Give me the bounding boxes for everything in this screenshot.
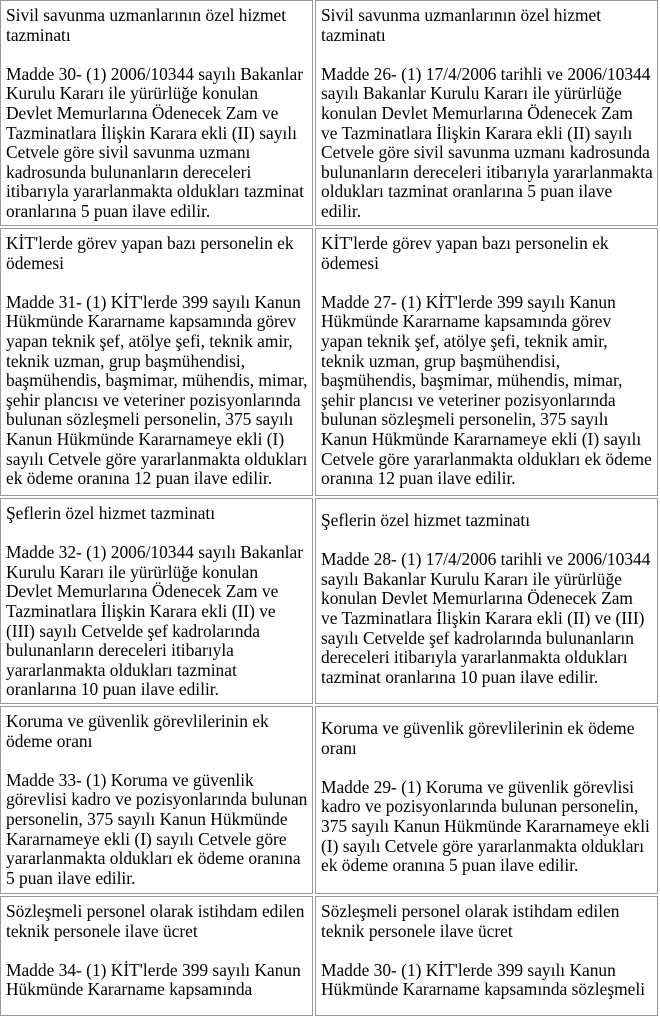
article-text: Madde 30- (1) 2006/10344 sayılı Bakanlar Kurulu Kararı ile yürürlüğe konulan Devlet Memurlarına Ödenecek Zam ve Tazminatlara İlişkin Karara ekli (II) sayılı Cetvele göre sivil savunma uzmanı kadrosunda bulunanların dereceleri itibarıyla yararlanmakta oldukları tazminat oranlarına 5 puan ilave edilir. [6,63,304,221]
section-heading: Sözleşmeli personel olarak istihdam edilen teknik personele ilave ücret [321,901,620,941]
left-column-cell [0,498,313,704]
left-column-cell [0,0,313,226]
article-text: Madde 27- (1) KİT'lerde 399 sayılı Kanun Hükmünde Kararname kapsamında görev yapan teknik şef, atölye şefi, teknik amir, teknik uzman, grup başmühendisi, başmühendis, başmimar, mühendis, mimar, şehir plancısı ve veteriner pozisyonlarında bulunan sözleşmeli personelin, 375 sayılı Kanun Hükmünde Kararnameye ekli (I) sayılı Cetvele göre yararlanmakta oldukları ek ödeme oranına 12 puan ilave edilir. [321,291,652,489]
table-row [0,0,660,228]
section-heading: KİT'lerde görev yapan bazı personelin ek ödemesi [6,233,294,273]
left-column-cell [0,706,313,894]
section-heading: Sivil savunma uzmanlarının özel hizmet tazminatı [321,5,602,45]
table-row [0,498,660,706]
left-column-cell [0,896,313,1016]
section-heading: Sivil savunma uzmanlarının özel hizmet tazminatı [6,5,287,45]
table-row [0,228,660,498]
section-heading: Şeflerin özel hizmet tazminatı [6,503,216,523]
article-text: Madde 28- (1) 17/4/2006 tarihli ve 2006/10344 sayılı Bakanlar Kurulu Kararı ile yürürlüğe konulan Devlet Memurlarına Ödenecek Zam ve Tazminatlara İlişkin Karara ekli (II) ve (III) sayılı Cetvelde şef kadrolarında bulunanların dereceleri itibarıyla yararlanmakta oldukları tazminat oranlarına 10 puan ilave edilir. [321,549,651,687]
right-column-cell [315,706,658,894]
table-row [0,706,660,896]
right-column-cell [315,896,658,1016]
article-text: Madde 30- (1) KİT'lerde 399 sayılı Kanun Hükmünde Kararname kapsamında sözleşmeli [321,959,646,1000]
section-heading: KİT'lerde görev yapan bazı personelin ek ödemesi [321,233,609,273]
article-text: Madde 32- (1) 2006/10344 sayılı Bakanlar Kurulu Kararı ile yürürlüğe konulan Devlet Memurlarına Ödenecek Zam ve Tazminatlara İlişkin Karara ekli (II) ve (III) sayılı Cetvelde şef kadrolarında bulunanların dereceleri itibarıyla yararlanmakta oldukları tazminat oranlarına 10 puan ilave edilir. [6,542,304,700]
right-column-cell [315,0,658,226]
article-text: Madde 29- (1) Koruma ve güvenlik görevlisi kadro ve pozisyonlarında bulunan personelin, 375 sayılı Kanun Hükmünde Kararnameye ekli (I) sayılı Cetvele göre yararlanmakta oldukları ek ödeme oranına 5 puan ilave edilir. [321,776,650,876]
article-text: Madde 26- (1) 17/4/2006 tarihli ve 2006/10344 sayılı Bakanlar Kurulu Kararı ile yürürlüğe konulan Devlet Memurlarına Ödenecek Zam ve Tazminatlara İlişkin Karara ekli (II) sayılı Cetvele göre sivil savunma uzmanı kadrosunda bulunanların dereceleri itibarıyla yararlanmakta oldukları tazminat oranlarına 5 puan ilave edilir. [321,63,653,221]
article-text: Madde 31- (1) KİT'lerde 399 sayılı Kanun Hükmünde Kararname kapsamında görev yapan teknik şef, atölye şefi, teknik amir, teknik uzman, grup başmühendisi, başmühendis, başmimar, mühendis, mimar, şehir plancısı ve veteriner pozisyonlarında bulunan sözleşmeli personelin, 375 sayılı Kanun Hükmünde Kararnameye ekli (I) sayılı Cetvele göre yararlanmakta oldukları ek ödeme oranına 12 puan ilave edilir. [6,291,308,489]
right-column-cell [315,498,658,704]
section-heading: Koruma ve güvenlik görevlilerinin ek ödeme oranı [6,711,269,751]
article-text: Madde 33- (1) Koruma ve güvenlik görevlisi kadro ve pozisyonlarında bulunan personelin, 375 sayılı Kanun Hükmünde Kararnameye ekli (I) sayılı Cetvele göre yararlanmakta oldukları ek ödeme oranına 5 puan ilave edilir. [6,769,308,888]
section-heading: Şeflerin özel hizmet tazminatı [321,510,531,530]
right-column-cell [315,228,658,496]
left-column-cell [0,228,313,496]
article-text: Madde 34- (1) KİT'lerde 399 sayılı Kanun Hükmünde Kararname kapsamında [6,959,301,1000]
section-heading: Koruma ve güvenlik görevlilerinin ek ödeme oranı [321,718,635,758]
section-heading: Sözleşmeli personel olarak istihdam edilen teknik personele ilave ücret [6,901,305,941]
